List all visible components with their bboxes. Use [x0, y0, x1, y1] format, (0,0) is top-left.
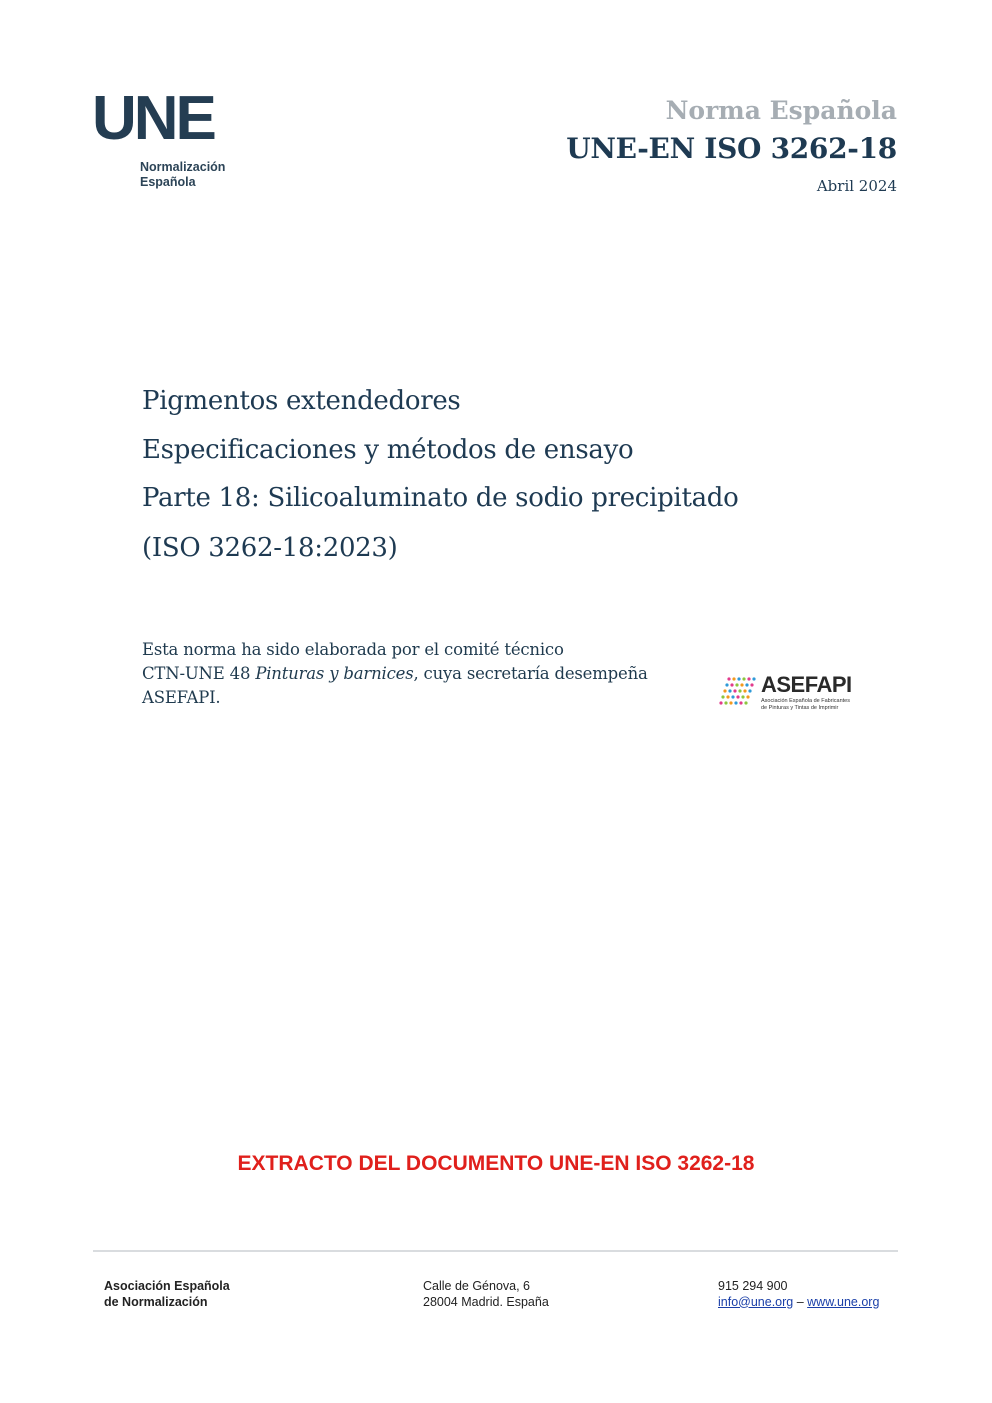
committee-line-2 [142, 664, 648, 683]
une-logo-subtitle [140, 160, 225, 190]
une-logo-subtitle-line1: Normalización [140, 160, 226, 174]
footer-divider [93, 1250, 898, 1252]
footer-org-line1: Asociación Española [104, 1279, 230, 1293]
footer-address [423, 1279, 549, 1310]
committee-secretariat: , cuya secretaría desempeña [413, 664, 648, 683]
asefapi-name: ASEFAPI [761, 672, 852, 697]
standard-type-label: Norma Española [665, 96, 897, 125]
footer-address-line2: 28004 Madrid. España [423, 1294, 549, 1309]
footer-address-line1: Calle de Génova, 6 [423, 1279, 531, 1293]
title-line-2: Especificaciones y métodos de ensayo [142, 435, 634, 465]
publication-date: Abril 2024 [816, 177, 897, 195]
asefapi-dots-icon [719, 674, 759, 710]
title-line-4: (ISO 3262-18:2023) [142, 533, 398, 563]
une-logo-text: UNE [92, 84, 214, 153]
email-link[interactable]: info@une.org [718, 1294, 794, 1309]
asefapi-description-line2: de Pinturas y Tintas de Imprimir [761, 704, 839, 711]
extract-banner: EXTRACTO DEL DOCUMENTO UNE-EN ISO 3262-18 [237, 1152, 755, 1175]
asefapi-description [761, 698, 850, 711]
footer-links [718, 1295, 879, 1311]
une-logo-subtitle-line2: Española [140, 175, 196, 189]
footer-phone: 915 294 900 [718, 1279, 788, 1293]
committee-name: Pinturas y barnices [255, 664, 414, 683]
footer-contact [718, 1279, 879, 1310]
footer-organization [104, 1279, 230, 1310]
website-link[interactable]: www.une.org [807, 1294, 880, 1309]
footer-org-line2: de Normalización [104, 1294, 208, 1309]
committee-code: CTN-UNE 48 [142, 664, 256, 683]
une-logo [92, 84, 252, 198]
committee-line-3: ASEFAPI. [142, 688, 221, 707]
title-line-1: Pigmentos extendedores [142, 386, 461, 416]
standard-code: UNE-EN ISO 3262-18 [566, 132, 897, 165]
footer-link-separator: – [793, 1294, 808, 1309]
asefapi-description-line1: Asociación Española de Fabricantes [761, 698, 850, 704]
committee-line-1: Esta norma ha sido elaborada por el comité técnico [142, 640, 564, 659]
title-line-3: Parte 18: Silicoaluminato de sodio precipitado [142, 483, 739, 513]
asefapi-logo [719, 670, 869, 714]
